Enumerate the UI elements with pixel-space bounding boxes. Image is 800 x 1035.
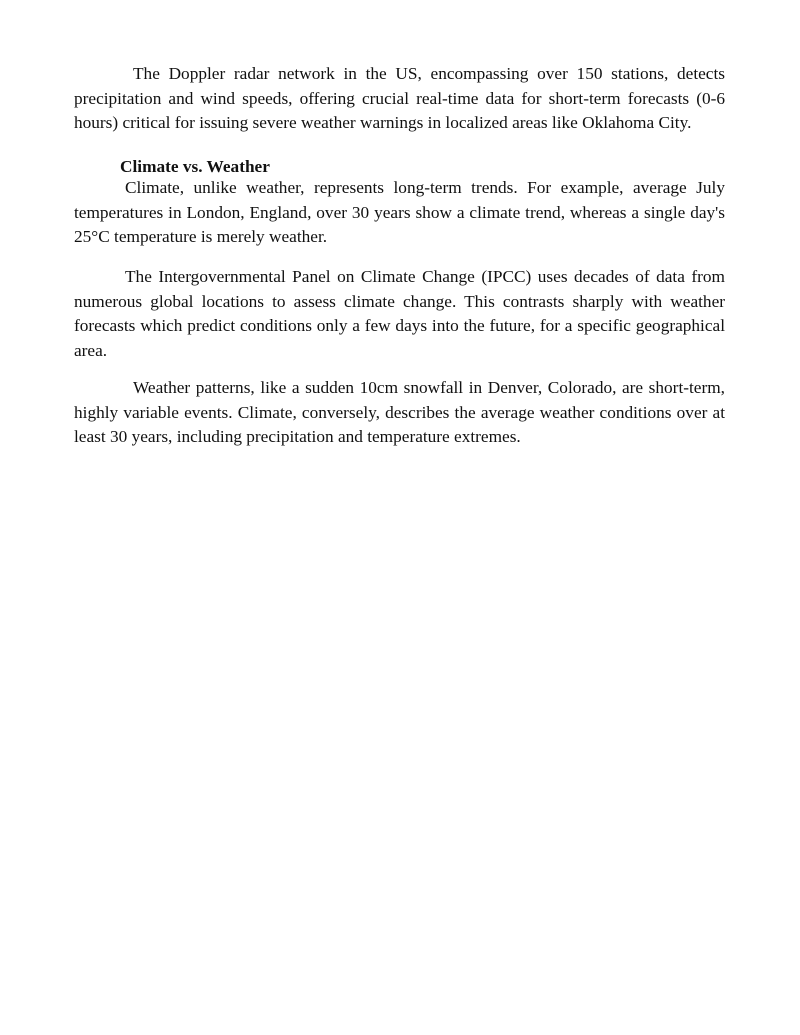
paragraph-ipcc: The Intergovernmental Panel on Climate Change (IPCC) uses decades of data from numerous global locations to assess climate change. This contrasts sharply with weather forecasts which predict conditions only a few days into the future, for a specific geographical area. bbox=[74, 267, 725, 360]
section-heading: Climate vs. Weather bbox=[120, 157, 270, 176]
paragraph-weather-patterns: Weather patterns, like a sudden 10cm snowfall in Denver, Colorado, are short-term, highly variable events. Climate, conversely, describes the average weather conditions over at least 30 years, including precipitation and temperature extremes. bbox=[74, 378, 725, 446]
paragraph-climate-definition: Climate, unlike weather, represents long-term trends. For example, average July temperatures in London, England, over 30 years show a climate trend, whereas a single day's 25°C temperature is merely weather. bbox=[74, 178, 725, 246]
paragraph-doppler-radar: The Doppler radar network in the US, encompassing over 150 stations, detects precipitation and wind speeds, offering crucial real-time data for short-term forecasts (0-6 hours) critical for issuing severe weather warnings in localized areas like Oklahoma City. bbox=[74, 64, 725, 132]
